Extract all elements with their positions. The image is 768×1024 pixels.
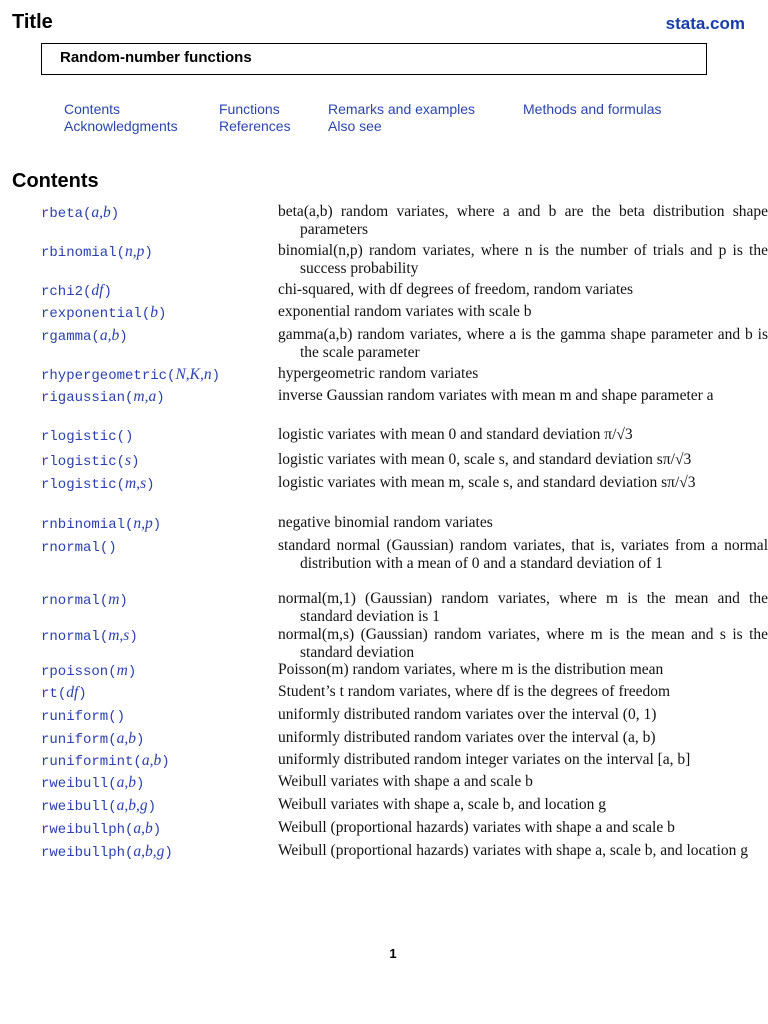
function-name: rbinomial <box>41 245 117 261</box>
function-description: logistic variates with mean 0, scale s, and standard deviation sπ/√3 <box>278 451 692 468</box>
function-args: s <box>125 452 132 469</box>
function-name: rhypergeometric <box>41 368 168 384</box>
function-link[interactable]: runiform(a,b) <box>41 730 145 748</box>
function-name: rpoisson <box>41 664 109 680</box>
function-args: a,b <box>133 820 153 837</box>
function-link[interactable]: rlogistic(m,s) <box>41 475 155 493</box>
function-args: m <box>108 591 120 608</box>
function-description: beta(a,b) random variates, where a and b are the beta distribution shape parameters <box>278 203 768 238</box>
function-description: Weibull (proportional hazards) variates with shape a and scale b <box>278 819 675 836</box>
function-description: Weibull (proportional hazards) variates with shape a, scale b, and location g <box>278 842 749 859</box>
function-name: rt <box>41 686 58 702</box>
function-description: gamma(a,b) random variates, where a is the gamma shape parameter and b is the scale parameter <box>278 326 768 361</box>
function-name: rlogistic <box>41 429 117 445</box>
function-args: a,b <box>99 327 120 344</box>
nav-link-remarks[interactable]: Remarks and examples <box>328 101 476 117</box>
function-description: chi-squared, with df degrees of freedom, random variates <box>278 281 634 298</box>
function-name: rnormal <box>41 593 100 609</box>
function-link[interactable]: runiformint(a,b) <box>41 752 170 770</box>
function-name: rweibullph <box>41 845 126 861</box>
function-description: Student’s t random variates, where df is the degrees of freedom <box>278 683 671 700</box>
function-description: Poisson(m) random variates, where m is the distribution mean <box>278 661 664 678</box>
page-number: 1 <box>389 946 397 961</box>
function-args: a,b <box>116 730 136 747</box>
function-description: Weibull variates with shape a and scale b <box>278 773 533 790</box>
function-description: standard normal (Gaussian) random variates, that is, variates from a normal distribution with a mean of 0 and a standard deviation of 1 <box>278 537 768 572</box>
nav-link-contents[interactable]: Contents <box>64 101 121 117</box>
function-name: rchi2 <box>41 284 84 300</box>
function-args: m,s <box>108 627 130 644</box>
function-name: rexponential <box>41 306 142 322</box>
function-args: n,p <box>125 243 145 260</box>
function-name: rnbinomial <box>41 517 126 533</box>
function-args: m,a <box>133 388 157 405</box>
function-link[interactable]: rnormal(m) <box>41 591 128 609</box>
function-description: uniformly distributed random variates over the interval (a, b) <box>278 729 656 746</box>
function-name: rlogistic <box>41 454 117 470</box>
function-link[interactable]: rpoisson(m) <box>41 662 137 680</box>
function-description: inverse Gaussian random variates with mean m and shape parameter a <box>278 387 714 404</box>
function-args: df <box>91 282 104 299</box>
function-args: b <box>150 304 158 321</box>
function-description: negative binomial random variates <box>278 514 493 531</box>
function-description: normal(m,s) (Gaussian) random variates, where m is the mean and s is the standard deviation <box>278 626 768 661</box>
function-args: a,b <box>116 774 136 791</box>
function-name: rweibull <box>41 776 109 792</box>
nav-link-also-see[interactable]: Also see <box>328 118 382 134</box>
function-name: rigaussian <box>41 390 126 406</box>
function-link[interactable]: rnbinomial(n,p) <box>41 515 162 533</box>
section-heading: Contents <box>12 170 99 192</box>
function-args: a,b,g <box>133 843 165 860</box>
function-link[interactable]: rexponential(b) <box>41 304 167 322</box>
function-link[interactable]: rlogistic() <box>41 429 134 445</box>
function-link[interactable]: rhypergeometric(N,K,n) <box>41 366 221 384</box>
topic-box <box>41 43 707 75</box>
function-description: normal(m,1) (Gaussian) random variates, where m is the mean and the standard deviation is 1 <box>278 590 768 625</box>
function-link[interactable]: rbeta(a,b) <box>41 204 120 222</box>
function-description: exponential random variates with scale b <box>278 303 532 320</box>
function-args: m <box>116 662 128 679</box>
function-description: uniformly distributed random integer variates on the interval [a, b] <box>278 751 691 768</box>
function-description: Weibull variates with shape a, scale b, and location g <box>278 796 607 813</box>
function-link[interactable]: rweibullph(a,b,g) <box>41 843 173 861</box>
page-title: Title <box>12 11 53 33</box>
function-link[interactable]: rnormal(m,s) <box>41 627 138 645</box>
function-description: logistic variates with mean 0 and standard deviation π/√3 <box>278 426 633 443</box>
function-name: rgamma <box>41 329 92 345</box>
function-name: runiform <box>41 732 109 748</box>
function-name: runiform <box>41 709 109 725</box>
function-args: a,b <box>91 204 111 221</box>
function-description: uniformly distributed random variates over the interval (0, 1) <box>278 706 657 723</box>
function-link[interactable]: rweibull(a,b) <box>41 774 145 792</box>
function-link[interactable]: rweibull(a,b,g) <box>41 797 157 815</box>
function-args: N,K,n <box>175 366 212 383</box>
nav-link-methods[interactable]: Methods and formulas <box>523 101 662 117</box>
function-link[interactable]: rigaussian(m,a) <box>41 388 165 406</box>
function-args: a,b <box>141 752 162 769</box>
function-args: n,p <box>133 515 153 532</box>
function-args: df <box>66 684 79 701</box>
function-args: a,b,g <box>116 797 148 814</box>
function-description: hypergeometric random variates <box>278 365 479 382</box>
brand-link[interactable]: stata.com <box>665 14 745 33</box>
function-link[interactable]: rbinomial(n,p) <box>41 243 153 261</box>
function-link[interactable]: rchi2(df) <box>41 282 112 300</box>
function-name: rweibull <box>41 799 109 815</box>
function-link[interactable]: rlogistic(s) <box>41 452 140 470</box>
nav-link-functions[interactable]: Functions <box>219 101 280 117</box>
function-name: rnormal <box>41 629 100 645</box>
function-link[interactable]: rweibullph(a,b) <box>41 820 162 838</box>
function-link[interactable]: rt(df) <box>41 684 87 702</box>
function-name: rlogistic <box>41 477 117 493</box>
function-link[interactable]: rgamma(a,b) <box>41 327 128 345</box>
topic-title: Random-number functions <box>60 49 252 66</box>
function-link[interactable]: runiform() <box>41 709 126 725</box>
function-name: rbeta <box>41 206 84 222</box>
function-name: rweibullph <box>41 822 126 838</box>
function-name: rnormal <box>41 540 100 556</box>
function-description: binomial(n,p) random variates, where n is the number of trials and p is the success probability <box>278 242 768 277</box>
function-args: m,s <box>125 475 147 492</box>
function-link[interactable]: rnormal() <box>41 540 117 556</box>
nav-link-acknowledgments[interactable]: Acknowledgments <box>64 118 178 134</box>
function-description: logistic variates with mean m, scale s, and standard deviation sπ/√3 <box>278 474 696 491</box>
function-name: runiformint <box>41 754 134 770</box>
nav-link-references[interactable]: References <box>219 118 291 134</box>
